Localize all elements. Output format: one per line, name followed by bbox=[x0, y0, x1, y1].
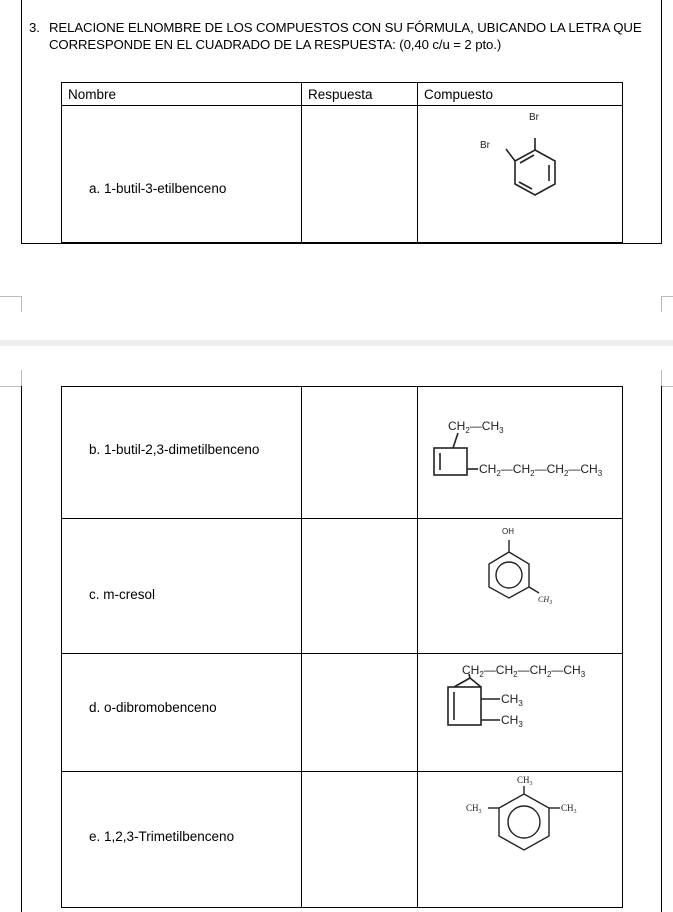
corner-mark-right-2 bbox=[661, 386, 673, 387]
matching-table-top bbox=[61, 82, 623, 243]
svg-text:CH3: $CH_3$ bbox=[466, 803, 482, 815]
header-nombre: Nombre bbox=[62, 83, 302, 106]
structure-cell-3 bbox=[418, 519, 623, 654]
structure-cell-4 bbox=[418, 654, 623, 772]
compound-name-c: c. m-cresol bbox=[62, 519, 302, 654]
answer-cell-d[interactable] bbox=[302, 654, 418, 772]
page-border-right-bottom bbox=[661, 386, 662, 912]
corner-mark-left-2v bbox=[21, 370, 22, 386]
corner-mark-right-2v bbox=[661, 370, 662, 386]
corner-mark-right-v bbox=[661, 296, 662, 312]
compound-name-b: b. 1-butil-2,3-dimetilbenceno bbox=[62, 387, 302, 519]
structure-cell-5 bbox=[418, 772, 623, 908]
corner-mark-left-v bbox=[21, 296, 22, 312]
page-border-left-bottom bbox=[21, 386, 22, 912]
svg-text:CH2—CH2—CH2—CH3: $CH_2—CH_2—CH_2—CH_3$ bbox=[479, 462, 603, 478]
table-row bbox=[62, 387, 623, 519]
compound-name-e: e. 1,2,3-Trimetilbenceno bbox=[62, 772, 302, 908]
corner-mark-left-2 bbox=[0, 386, 21, 387]
table-row bbox=[62, 519, 623, 654]
answer-cell-e[interactable] bbox=[302, 772, 418, 908]
header-compuesto: Compuesto bbox=[418, 83, 623, 106]
br-label-left: Br bbox=[480, 140, 490, 151]
page-border-left-top bbox=[21, 0, 22, 243]
svg-text:CH3: $CH_3$ bbox=[517, 775, 533, 787]
structure-m-cresol bbox=[418, 519, 623, 653]
table-row bbox=[62, 106, 623, 243]
answer-cell-b[interactable] bbox=[302, 387, 418, 519]
structure-ethyl-butyl-benzene bbox=[418, 387, 623, 518]
answer-cell-a[interactable] bbox=[302, 106, 418, 243]
question-prompt bbox=[29, 19, 664, 53]
question-line-2: CORRESPONDE EN EL CUADRADO DE LA RESPUESTA: (0,40 c/u = 2 pto.) bbox=[49, 37, 502, 52]
table-row bbox=[62, 772, 623, 908]
table-row bbox=[62, 654, 623, 772]
svg-text:CH3: $CH_3$ bbox=[538, 595, 553, 606]
svg-text:CH2—CH3: $CH_2—CH_3$ bbox=[448, 419, 504, 435]
compound-name-d: d. o-dibromobenceno bbox=[62, 654, 302, 772]
answer-cell-c[interactable] bbox=[302, 519, 418, 654]
structure-dibromobenzene bbox=[418, 106, 623, 242]
question-line-1: RELACIONE ELNOMBRE DE LOS COMPUESTOS CON SU FÓRMULA, UBICANDO LA LETRA QUE bbox=[49, 20, 642, 35]
corner-mark-right bbox=[661, 296, 673, 297]
page-border-bottom-top bbox=[21, 243, 662, 244]
structure-trimethylbenzene bbox=[418, 772, 623, 907]
svg-text:CH3: $CH_3$ bbox=[561, 803, 577, 815]
svg-text:CH2—CH2—CH2—CH3: $CH_2—CH_2—CH_2—CH_3$ bbox=[462, 663, 586, 679]
svg-text:CH3: $CH_3$ bbox=[501, 692, 523, 708]
compound-name-a: a. 1-butil-3-etilbenceno bbox=[62, 106, 302, 243]
structure-butyl-dimethylbenzene bbox=[418, 654, 623, 771]
question-number: 3. bbox=[29, 20, 40, 35]
svg-text:CH3: $CH_3$ bbox=[501, 713, 523, 729]
br-label-top: Br bbox=[529, 112, 539, 123]
table-header-row bbox=[62, 83, 623, 106]
structure-cell-2 bbox=[418, 387, 623, 519]
page-break-band bbox=[0, 340, 673, 346]
structure-cell-1 bbox=[418, 106, 623, 243]
header-respuesta: Respuesta bbox=[302, 83, 418, 106]
corner-mark-left bbox=[0, 296, 21, 297]
matching-table-bottom bbox=[61, 386, 623, 908]
oh-label: OH bbox=[502, 527, 514, 536]
